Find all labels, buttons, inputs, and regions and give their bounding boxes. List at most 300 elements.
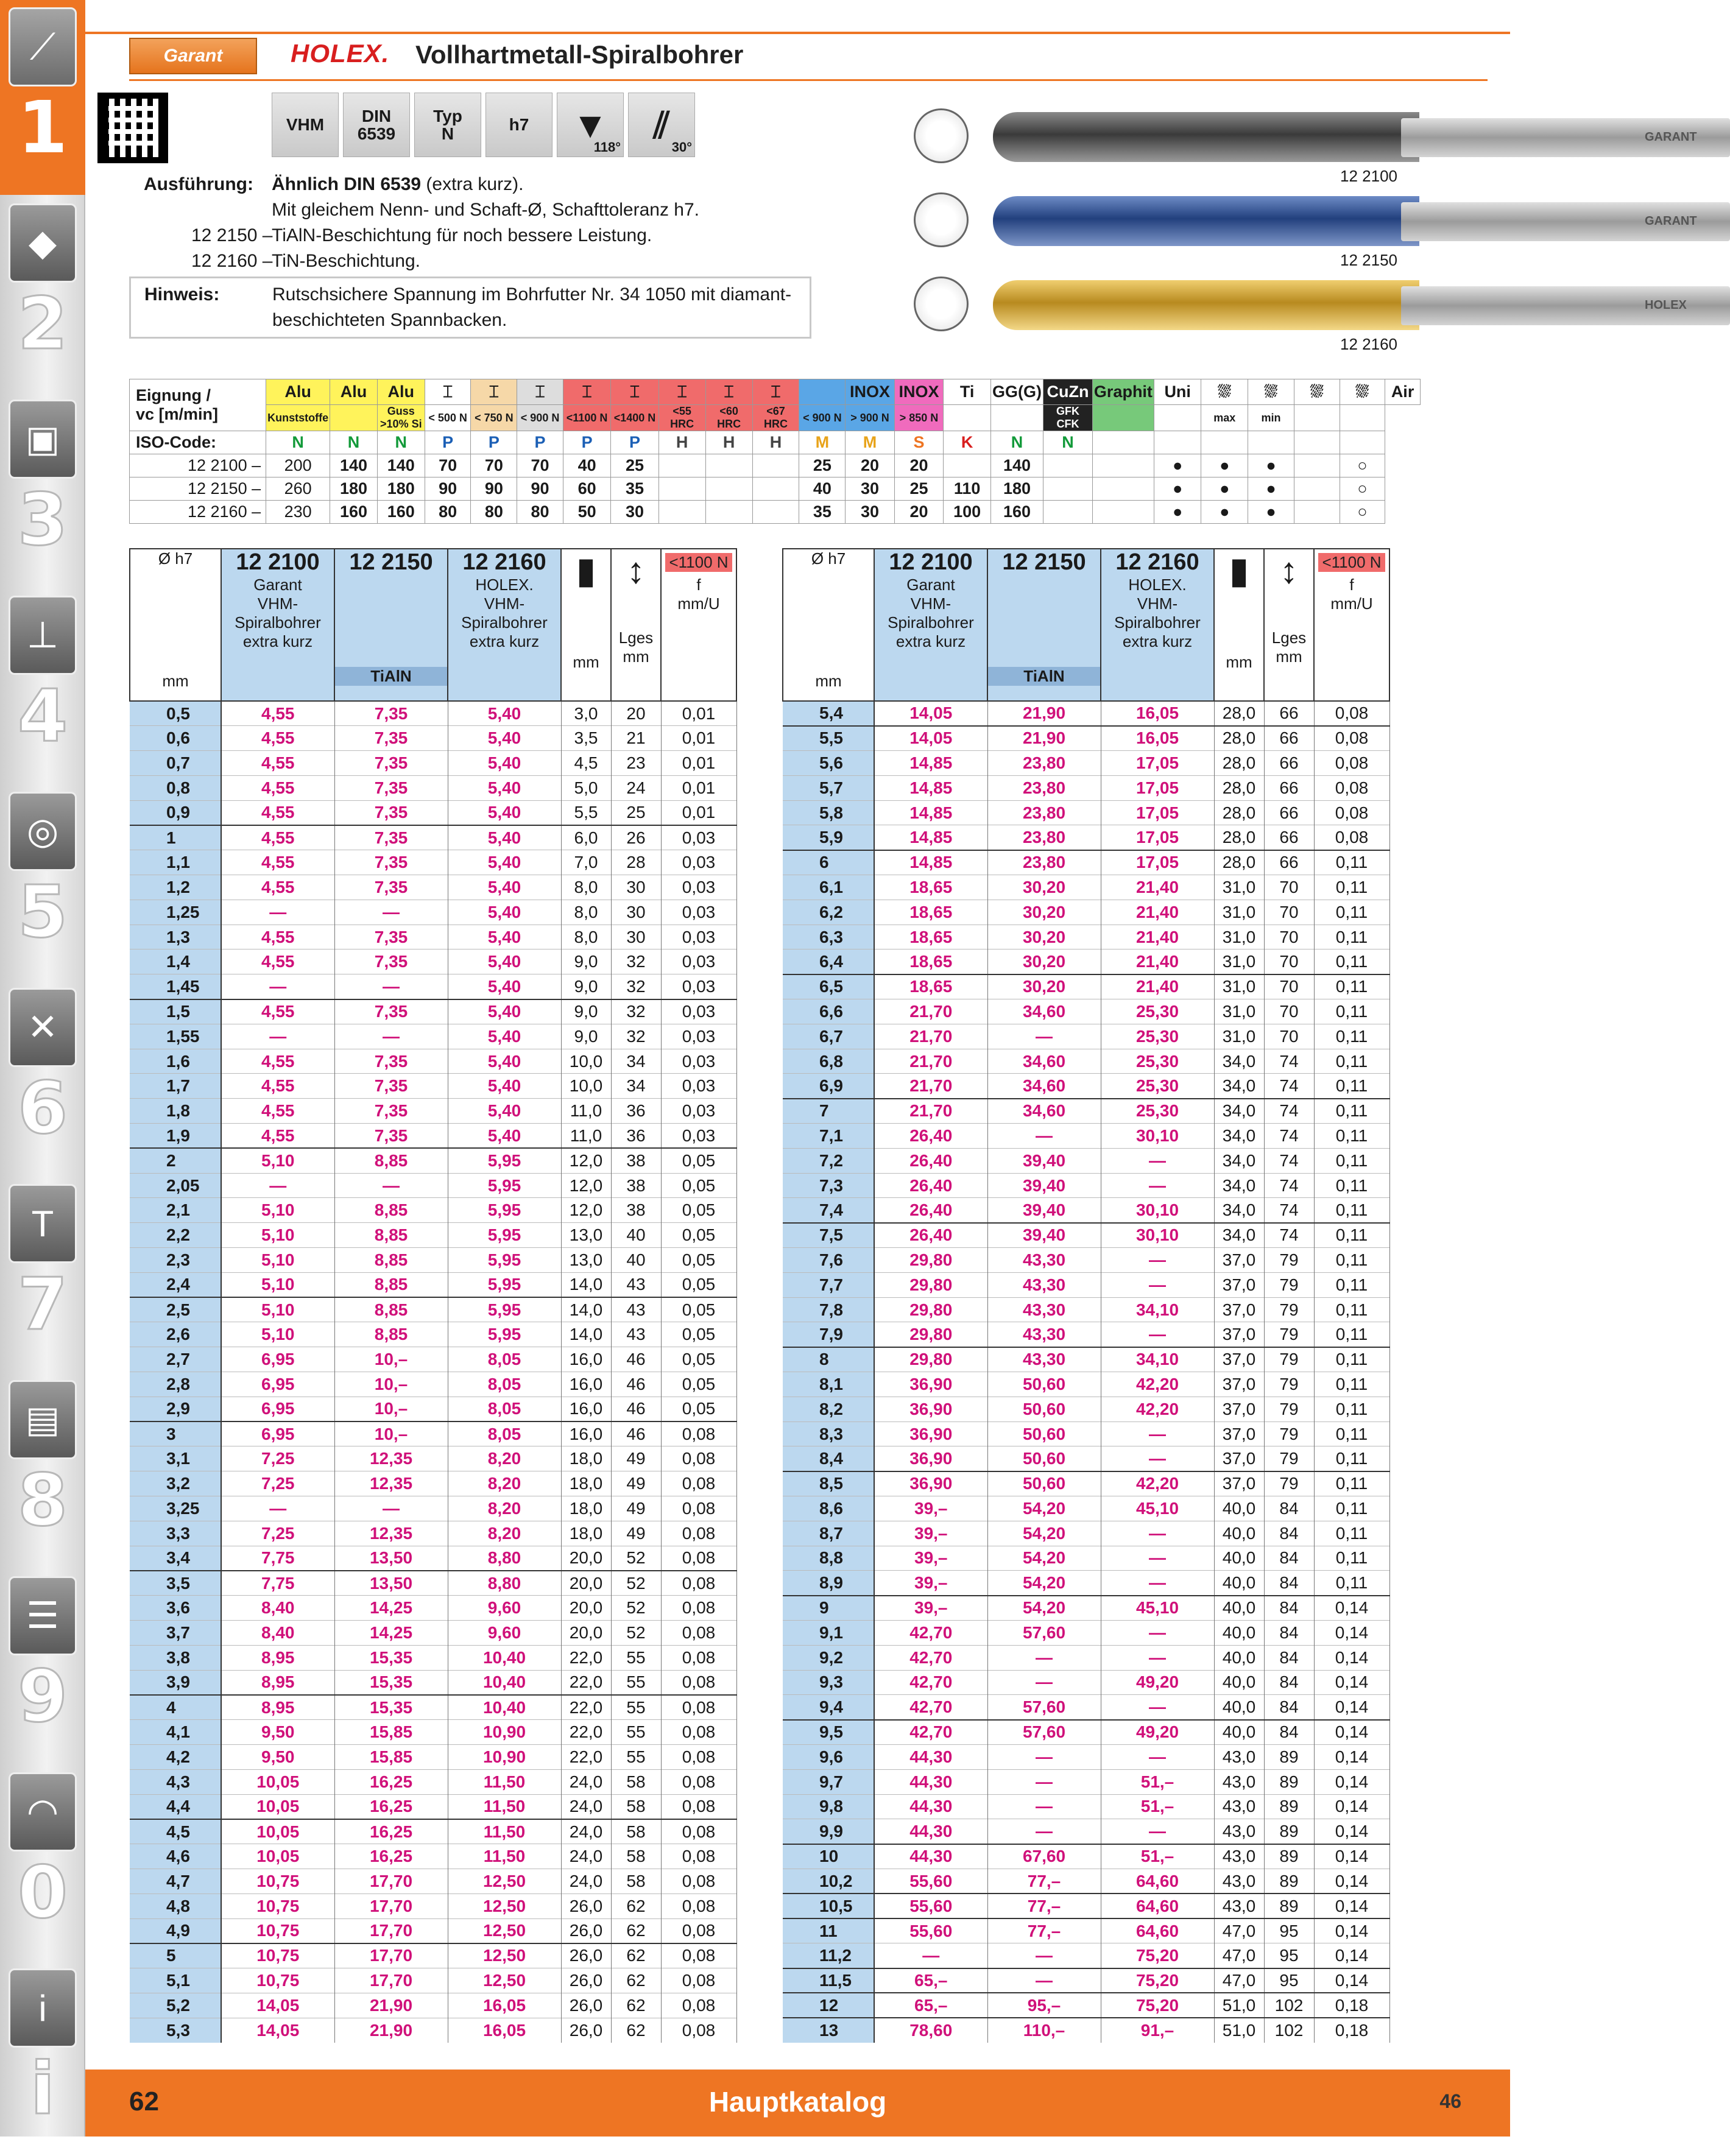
value-cell: 8,0 [561, 925, 611, 949]
code-2150: 12 2150 – [191, 225, 273, 245]
value-cell: 0,08 [1314, 751, 1389, 776]
desc-line: VHM- [910, 594, 952, 613]
material-detail: <67 HRC [764, 405, 788, 430]
table-row [783, 751, 1389, 776]
table-row [783, 1894, 1389, 1918]
value-cell: 8,05 [448, 1397, 561, 1421]
diameter-cell: 3,4 [130, 1546, 221, 1571]
suit-col-23 [1385, 379, 1421, 405]
chapter-tab-7[interactable] [0, 1177, 85, 1372]
value-cell: 26,40 [874, 1198, 987, 1223]
diameter-cell: 8,4 [783, 1446, 874, 1471]
page-number: 62 [129, 2087, 159, 2116]
value-cell: 37,0 [1214, 1297, 1264, 1322]
value-cell: 7,35 [334, 999, 448, 1024]
value-cell: 0,05 [661, 1173, 736, 1198]
value-cell: 32 [611, 1024, 661, 1049]
value-cell: 0,08 [1314, 825, 1389, 850]
drill-tip-view-icon [914, 108, 969, 163]
value-cell: 14,85 [874, 775, 987, 800]
desc-line: Spiralbohrer [461, 613, 548, 632]
value-cell: 26,40 [874, 1124, 987, 1149]
suit-col-13 [894, 379, 944, 405]
unit-mm: mm [815, 672, 842, 690]
value-cell: 0,05 [661, 1397, 736, 1421]
value-cell: 24,0 [561, 1769, 611, 1794]
value-cell: 0,08 [661, 1918, 736, 1943]
diameter-cell: 2,5 [130, 1297, 221, 1322]
value-cell: 66 [1264, 726, 1314, 751]
value-cell: 0,11 [1314, 974, 1389, 999]
iso-code: M [846, 431, 895, 454]
value-cell: 46 [611, 1421, 661, 1446]
value-cell: 28,0 [1214, 726, 1264, 751]
hammer-icon: T [9, 1184, 77, 1263]
value-cell: 4,55 [221, 701, 334, 726]
value-cell: 36 [611, 1124, 661, 1149]
value-cell: 8,85 [334, 1322, 448, 1347]
execution-label: Ausführung: [144, 174, 253, 194]
value-cell: 44,30 [874, 1769, 987, 1794]
table-row [783, 875, 1389, 900]
diameter-cell: 0,9 [130, 800, 221, 825]
vc-value: 180 [330, 477, 378, 501]
drill-image-3 [914, 272, 1687, 353]
table-row [130, 1869, 736, 1894]
value-cell: 40,0 [1214, 1695, 1264, 1720]
value-cell: 21 [611, 726, 661, 751]
table-row [130, 1397, 736, 1421]
vc-value: 80 [471, 501, 517, 524]
value-cell: 0,01 [661, 775, 736, 800]
value-cell: 0,03 [661, 875, 736, 900]
value-cell: 20,0 [561, 1620, 611, 1645]
value-cell: 34,0 [1214, 1198, 1264, 1223]
value-cell: 7,0 [561, 850, 611, 875]
value-cell: 34,0 [1214, 1099, 1264, 1124]
chapter-tab-6[interactable] [0, 981, 85, 1175]
diameter-cell: 9,5 [783, 1720, 874, 1745]
value-cell: — [334, 1496, 448, 1521]
value-cell: 79 [1264, 1248, 1314, 1273]
header-rule [85, 32, 1510, 34]
vc-value: 100 [944, 501, 991, 524]
material-name: CuZn [1047, 382, 1089, 401]
value-cell: 74 [1264, 1148, 1314, 1173]
table-row [783, 1471, 1389, 1496]
value-cell: 0,08 [661, 1968, 736, 1993]
drill-tip-view-icon [914, 277, 969, 331]
suit-col-11 [799, 379, 846, 405]
value-cell: 66 [1264, 775, 1314, 800]
chapter-tab-0[interactable] [0, 1765, 85, 1960]
value-cell: — [987, 1024, 1101, 1049]
value-cell: 0,08 [1314, 701, 1389, 726]
header-cell-4 [1214, 549, 1264, 701]
value-cell: 79 [1264, 1297, 1314, 1322]
value-cell: 0,01 [661, 726, 736, 751]
value-cell: 70 [1264, 1024, 1314, 1049]
table-row [783, 850, 1389, 875]
value-cell: 20,0 [561, 1596, 611, 1621]
value-cell: 0,11 [1314, 1372, 1389, 1397]
value-cell: 5,40 [448, 775, 561, 800]
vc-value: 30 [611, 501, 658, 524]
iso-code: H [705, 431, 752, 454]
value-cell: 10,40 [448, 1670, 561, 1695]
diameter-cell: 9,3 [783, 1670, 874, 1695]
value-cell: 5,40 [448, 1124, 561, 1149]
value-cell: — [1101, 1248, 1214, 1273]
chapter-tab-5[interactable] [0, 784, 85, 979]
vc-value: 40 [563, 454, 610, 477]
value-cell: 0,11 [1314, 1471, 1389, 1496]
value-cell: 5,10 [221, 1297, 334, 1322]
suit-col-18 [1154, 379, 1201, 405]
value-cell: 31,0 [1214, 974, 1264, 999]
value-cell: 0,14 [1314, 1670, 1389, 1695]
vc-value: 90 [425, 477, 471, 501]
material-name: Alu [340, 382, 367, 401]
suit-sub-0 [266, 405, 330, 431]
diameter-cell: 1 [130, 825, 221, 850]
value-cell: 0,11 [1314, 1049, 1389, 1074]
diameter-cell: 4,8 [130, 1894, 221, 1918]
value-cell: 0,08 [661, 1943, 736, 1968]
value-cell: 0,03 [661, 900, 736, 925]
value-cell: 8,85 [334, 1223, 448, 1248]
value-cell: 4,55 [221, 875, 334, 900]
drill-diagram-icon: ▮ [1229, 550, 1249, 591]
chapter-tab-3[interactable] [0, 392, 85, 587]
value-cell: 58 [611, 1869, 661, 1894]
value-cell: 14,85 [874, 825, 987, 850]
value-cell: 8,95 [221, 1645, 334, 1670]
value-cell: 8,20 [448, 1521, 561, 1546]
chapter-tab-2[interactable] [0, 196, 85, 391]
header-cell-6 [661, 549, 736, 701]
value-cell: 10,75 [221, 1918, 334, 1943]
holex-logo: HOLEX. [291, 39, 390, 68]
total-length: Lges [618, 629, 654, 647]
value-cell: 7,35 [334, 875, 448, 900]
value-cell: 0,05 [661, 1372, 736, 1397]
table-row [783, 1347, 1389, 1372]
value-cell: 0,01 [661, 751, 736, 776]
value-cell: 46 [611, 1397, 661, 1421]
iso-code: H [752, 431, 799, 454]
chapter-tab-9[interactable] [0, 1569, 85, 1764]
table-row [783, 1173, 1389, 1198]
drill-diagram-icon: ▮ [576, 550, 596, 591]
value-cell: 40,0 [1214, 1720, 1264, 1745]
value-cell: 4,55 [221, 1124, 334, 1149]
desc-line: Spiralbohrer [888, 613, 974, 632]
iso-code: N [991, 431, 1043, 454]
value-cell: 10,90 [448, 1744, 561, 1769]
value-cell: 0,14 [1314, 1769, 1389, 1794]
diameter-cell: 6,7 [783, 1024, 874, 1049]
table-row [130, 1769, 736, 1794]
vc-value: 160 [330, 501, 378, 524]
vc-value [752, 454, 799, 477]
value-cell: 46 [611, 1372, 661, 1397]
value-cell: 50,60 [987, 1397, 1101, 1421]
value-cell: 43,30 [987, 1322, 1101, 1347]
value-cell: 25,30 [1101, 1099, 1214, 1124]
value-cell: 0,18 [1314, 2018, 1389, 2043]
value-cell: 55 [611, 1744, 661, 1769]
coolant-icon: ⛆ [1340, 379, 1385, 405]
table-row [130, 1372, 736, 1397]
table-row [130, 1894, 736, 1918]
vc-value: 140 [330, 454, 378, 477]
value-cell: 74 [1264, 1198, 1314, 1223]
value-cell: 9,0 [561, 999, 611, 1024]
diameter-cell: 8,3 [783, 1421, 874, 1446]
chapter-tab-1[interactable] [0, 0, 85, 195]
value-cell: 39,– [874, 1496, 987, 1521]
value-cell: 75,20 [1101, 1993, 1214, 2018]
table-row [130, 1571, 736, 1596]
value-cell: 49 [611, 1521, 661, 1546]
value-cell: 67,60 [987, 1844, 1101, 1869]
unit-mm: mm [1276, 647, 1302, 666]
vc-value: ● [1154, 477, 1201, 501]
vc-value [1043, 454, 1093, 477]
diameter-cell: 9 [783, 1596, 874, 1621]
value-cell: 74 [1264, 1124, 1314, 1149]
value-cell: 0,08 [661, 1471, 736, 1496]
value-cell: — [1101, 1421, 1214, 1446]
table-row [130, 974, 736, 999]
table-row [783, 1148, 1389, 1173]
value-cell: 30,10 [1101, 1124, 1214, 1149]
drill-table-left [129, 548, 737, 2043]
table-row [783, 1124, 1389, 1149]
value-cell: 44,30 [874, 1794, 987, 1819]
value-cell: 14,0 [561, 1297, 611, 1322]
desc-line: Spiralbohrer [235, 613, 321, 632]
value-cell: 17,70 [334, 1918, 448, 1943]
helix-icon: ⫽ [653, 104, 670, 146]
value-cell: 89 [1264, 1844, 1314, 1869]
vc-value: ● [1201, 477, 1248, 501]
value-cell: 42,20 [1101, 1397, 1214, 1421]
material-name: INOX [849, 382, 890, 401]
value-cell: — [1101, 1173, 1214, 1198]
value-cell: 7,25 [221, 1471, 334, 1496]
diameter-cell: 3,2 [130, 1471, 221, 1496]
value-cell: 17,70 [334, 1869, 448, 1894]
vc-value: 80 [517, 501, 563, 524]
value-cell: 58 [611, 1769, 661, 1794]
suit-sub-5 [517, 405, 563, 431]
value-cell: 0,05 [661, 1198, 736, 1223]
value-cell: — [1101, 1272, 1214, 1297]
value-cell: 5,0 [561, 775, 611, 800]
value-cell: 15,85 [334, 1720, 448, 1745]
value-cell: 4,55 [221, 751, 334, 776]
value-cell: 8,80 [448, 1571, 561, 1596]
table-row [783, 1769, 1389, 1794]
diameter-cell: 1,4 [130, 949, 221, 974]
table-row [783, 1720, 1389, 1745]
value-cell: 4,55 [221, 1074, 334, 1099]
value-cell: 45,10 [1101, 1596, 1214, 1621]
value-cell: 24,0 [561, 1794, 611, 1819]
qr-code[interactable] [97, 93, 168, 163]
iso-code [1340, 431, 1385, 454]
insert-icon: ◆ [9, 203, 77, 283]
diameter-cell: 0,6 [130, 726, 221, 751]
holex-logo-small: HOLEX. [1128, 576, 1187, 594]
value-cell: 43,30 [987, 1272, 1101, 1297]
value-cell: 7,25 [221, 1521, 334, 1546]
value-cell: 10,– [334, 1421, 448, 1446]
value-cell: 10,40 [448, 1695, 561, 1720]
value-cell: 6,0 [561, 825, 611, 850]
value-cell: 70 [1264, 900, 1314, 925]
value-cell: 49,20 [1101, 1720, 1214, 1745]
value-cell: 7,35 [334, 1074, 448, 1099]
header-cell-5 [1264, 549, 1314, 701]
table-header [783, 549, 1389, 701]
value-cell: 21,90 [334, 1993, 448, 2018]
value-cell: 18,0 [561, 1446, 611, 1471]
label-vc: vc [m/min] [136, 405, 219, 423]
value-cell: 36,90 [874, 1471, 987, 1496]
value-cell: 31,0 [1214, 875, 1264, 900]
value-cell: 8,85 [334, 1248, 448, 1273]
table-row [130, 1173, 736, 1198]
value-cell: 9,60 [448, 1620, 561, 1645]
material-detail: < 500 N [428, 411, 467, 424]
value-cell: 0,08 [661, 1645, 736, 1670]
drill-brand: GARANT [1645, 130, 1697, 144]
suit-sub-1 [330, 405, 378, 431]
value-cell: 37,0 [1214, 1421, 1264, 1446]
table-row [783, 1322, 1389, 1347]
value-cell: 34,0 [1214, 1173, 1264, 1198]
suit-col-14 [944, 379, 991, 405]
value-cell: 34,60 [987, 1074, 1101, 1099]
value-cell: 21,90 [987, 701, 1101, 726]
diameter-cell: 2,1 [130, 1198, 221, 1223]
vc-value: 230 [266, 501, 330, 524]
value-cell: 15,35 [334, 1670, 448, 1695]
value-cell: 24,0 [561, 1844, 611, 1869]
table-row [783, 1620, 1389, 1645]
vc-value: 70 [517, 454, 563, 477]
vc-value: 200 [266, 454, 330, 477]
diameter-cell: 9,1 [783, 1620, 874, 1645]
table-row [783, 1248, 1389, 1273]
diameter-cell: 0,7 [130, 751, 221, 776]
value-cell: 22,0 [561, 1695, 611, 1720]
value-cell: 42,20 [1101, 1372, 1214, 1397]
value-cell: 0,08 [661, 1695, 736, 1720]
header-cell-6 [1314, 549, 1389, 701]
value-cell: 37,0 [1214, 1471, 1264, 1496]
value-cell: 0,18 [1314, 1993, 1389, 2018]
suit-col-17 [1092, 379, 1154, 405]
article-12-2100: 12 2100 [236, 549, 320, 575]
value-cell: 5,95 [448, 1322, 561, 1347]
drill-image-2 [914, 188, 1697, 269]
total-length: Lges [1271, 629, 1307, 647]
chapter-tab-4[interactable] [0, 588, 85, 783]
value-cell: 54,20 [987, 1596, 1101, 1621]
value-cell: — [1101, 1446, 1214, 1471]
suit-sub-16 [1043, 405, 1093, 431]
value-cell: — [1101, 1695, 1214, 1720]
desc-line: extra kurz [1122, 632, 1193, 650]
diameter-cell: 3,9 [130, 1670, 221, 1695]
value-cell: 16,25 [334, 1844, 448, 1869]
value-cell: 7,35 [334, 1099, 448, 1124]
diameter-cell: 8,1 [783, 1372, 874, 1397]
table-row [130, 1521, 736, 1546]
value-cell: 11,50 [448, 1819, 561, 1844]
diameter-cell: 2,4 [130, 1272, 221, 1297]
material-name: GG(G) [992, 382, 1042, 401]
value-cell: 5,10 [221, 1198, 334, 1223]
vc-value: 70 [425, 454, 471, 477]
header-cell-0 [130, 549, 221, 701]
beam-icon: ⌶ [611, 379, 658, 405]
value-cell: 4,5 [561, 751, 611, 776]
value-cell: 18,65 [874, 875, 987, 900]
value-cell: 0,14 [1314, 1844, 1389, 1869]
vc-value [1294, 454, 1340, 477]
value-cell: 37,0 [1214, 1248, 1264, 1273]
diameter-cell: 6,2 [783, 900, 874, 925]
value-cell: 25,30 [1101, 999, 1214, 1024]
value-cell: 34,0 [1214, 1124, 1264, 1149]
diameter-cell: 10,2 [783, 1869, 874, 1894]
diameter-cell: 9,9 [783, 1819, 874, 1844]
value-cell: 0,08 [661, 1794, 736, 1819]
value-cell: 110,– [987, 2018, 1101, 2043]
chapter-tab-8[interactable] [0, 1373, 85, 1568]
drill-table-right [782, 548, 1390, 2043]
value-cell: — [1101, 1571, 1214, 1596]
value-cell: 12,35 [334, 1446, 448, 1471]
diameter-cell: 12 [783, 1993, 874, 2018]
value-cell: 0,11 [1314, 1148, 1389, 1173]
suit-col-0 [266, 379, 330, 405]
value-cell: 0,03 [661, 1099, 736, 1124]
diameter-cell: 8,9 [783, 1571, 874, 1596]
table-row [783, 1869, 1389, 1894]
suit-sub-14 [944, 405, 991, 431]
value-cell: 26,0 [561, 1993, 611, 2018]
chapter-tab-i[interactable] [0, 1961, 85, 2156]
table-row [783, 1496, 1389, 1521]
table-row [130, 1918, 736, 1943]
caliper-icon: ⊥ [9, 596, 77, 675]
value-cell: 38 [611, 1148, 661, 1173]
value-cell: 10,40 [448, 1645, 561, 1670]
value-cell: 30,20 [987, 949, 1101, 974]
table-row [783, 1099, 1389, 1124]
value-cell: 34 [611, 1074, 661, 1099]
drill-code: 12 2100 [1340, 167, 1397, 185]
value-cell: 18,65 [874, 974, 987, 999]
iso-code [1092, 431, 1154, 454]
material-name: Air [1391, 382, 1414, 401]
